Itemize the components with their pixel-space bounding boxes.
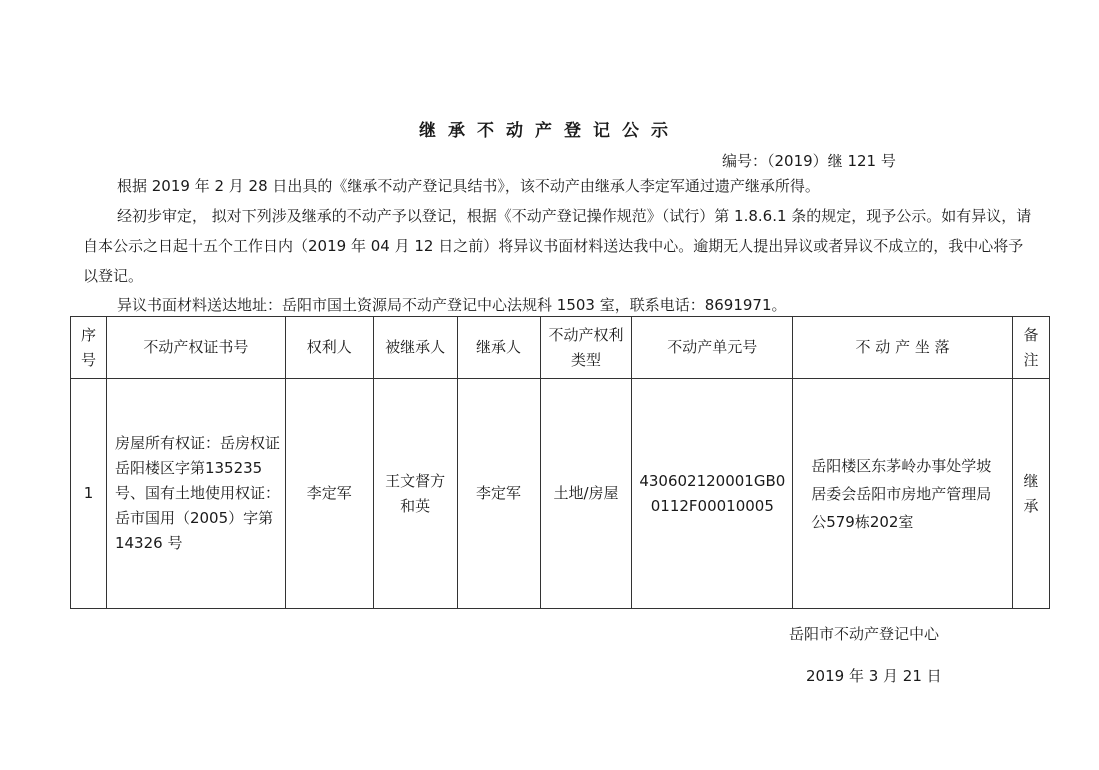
header-location: 不 动 产 坐 落	[793, 317, 1013, 379]
header-decedent: 被继承人	[373, 317, 457, 379]
cell-unit-no: 430602120001GB00112F00010005	[632, 379, 793, 609]
header-remark: 备注	[1012, 317, 1049, 379]
header-right-type: 不动产权利类型	[540, 317, 632, 379]
registration-table	[70, 316, 1050, 609]
cell-heir: 李定军	[457, 379, 540, 609]
cell-decedent: 王文督方和英	[373, 379, 457, 609]
issue-date: 2019 年 3 月 21 日	[806, 667, 942, 685]
paragraph-basis: 根据 2019 年 2 月 28 日出具的《继承不动产登记具结书》，该不动产由继承人李定军通过遗产继承所得。	[117, 177, 820, 195]
table-row	[71, 379, 1050, 609]
cell-seq: 1	[71, 379, 107, 609]
cell-remark: 继承	[1012, 379, 1049, 609]
header-heir: 继承人	[457, 317, 540, 379]
issuing-authority: 岳阳市不动产登记中心	[789, 625, 940, 643]
table-header-row	[71, 317, 1050, 379]
paragraph-objection-address: 异议书面材料送达地址：岳阳市国土资源局不动产登记中心法规科 1503 室，联系电话：8691971。	[117, 296, 787, 314]
cell-right-holder: 李定军	[285, 379, 373, 609]
cell-location: 岳阳楼区东茅岭办事处学坡居委会岳阳市房地产管理局公579栋202室	[793, 379, 1013, 609]
paragraph-review: 经初步审定， 拟对下列涉及继承的不动产予以登记，根据《不动产登记操作规范》（试行）第 1.8.6.1 条的规定，现予公示。如有异议，请自本公示之日起十五个工作日内（2019 年 04 月 12 日之前）将异议书面材料送达我中心。逾期无人提出异议或者异议不成立的，我中心将予以登记。	[83, 207, 1032, 285]
header-cert-no: 不动产权证书号	[106, 317, 285, 379]
header-right-holder: 权利人	[285, 317, 373, 379]
cell-cert-no: 房屋所有权证：岳房权证岳阳楼区字第135235 号、国有土地使用权证：岳市国用（2005）字第 14326 号	[106, 379, 285, 609]
header-unit-no: 不动产单元号	[632, 317, 793, 379]
cell-right-type: 土地/房屋	[540, 379, 632, 609]
header-seq: 序号	[71, 317, 107, 379]
notice-title: 继承不动产登记公示	[419, 121, 680, 141]
document-number: 编号：（2019）继 121 号	[722, 152, 896, 170]
